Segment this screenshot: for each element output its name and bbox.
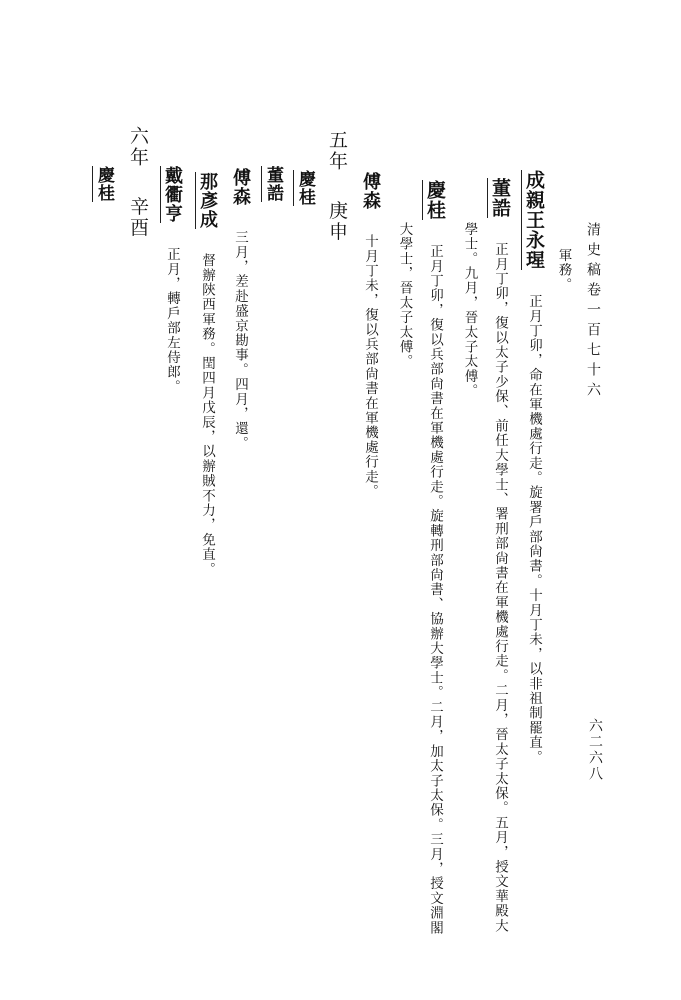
year-heading-5: [327, 130, 346, 242]
entry-text: 正月，轉戶部左侍郎。: [164, 247, 180, 395]
book-title-header: 清史稿卷一百七十六: [585, 222, 601, 402]
entry-text: 正月丁卯，復以太子少保、前任大學士、署刑部尙書在軍機處行走。二月，晉太子太保。五月，授文華殿大: [492, 242, 508, 934]
year-ganzhi: 庚申: [326, 200, 348, 243]
entry-text: 正月丁卯，復以兵部尙書在軍機處行走。旋轉刑部尙書、協辦大學士。二月，加太子太保。三月，授文淵閣: [427, 244, 443, 936]
year5-entry-5: [163, 166, 181, 394]
text-column-4: 學士。九月，晉太子太傅。: [461, 222, 478, 399]
year-ganzhi: 辛酉: [127, 196, 149, 239]
official-name: 那彥成: [197, 172, 218, 229]
official-name: 戴衢亨: [162, 166, 183, 223]
year5-entry-1: [296, 170, 313, 206]
entry-column-7: [361, 172, 379, 499]
page-number: 六二六八: [587, 718, 603, 782]
official-name: 慶桂: [94, 166, 114, 202]
entry-column-2: [524, 170, 543, 765]
entry-text: 督辦陝西軍務。閏四月戊辰，以辦賊不力，免直。: [199, 253, 215, 577]
entry-text: 三月，差赴盛京勘事。四月，還。: [232, 230, 248, 451]
year6-entry-1: [95, 166, 112, 202]
official-name: 慶桂: [424, 180, 446, 220]
year-label: 六年: [127, 126, 149, 168]
official-name: 成親王永瑆: [523, 170, 545, 270]
year5-entry-3: [231, 168, 249, 451]
text-column-6: 大學士，晉太子太傅。: [396, 222, 413, 369]
entry-text: 十月丁未，復以兵部尙書在軍機處行走。: [362, 234, 378, 499]
entry-text: 正月丁卯，命在軍機處行走。旋署戶部尙書。十月丁未，以非祖制罷直。: [526, 294, 542, 765]
year-label: 五年: [326, 130, 348, 172]
text-column-1: 軍務。: [555, 248, 572, 293]
official-name: 傅森: [360, 172, 381, 210]
official-name: 慶桂: [295, 170, 315, 206]
year5-entry-4: [198, 172, 216, 577]
year-heading-6: [128, 126, 147, 238]
official-name: 董誥: [263, 166, 283, 202]
official-name: 董誥: [489, 178, 511, 218]
official-name: 傅森: [230, 168, 251, 206]
entry-column-3: [490, 178, 509, 933]
entry-column-5: [425, 180, 444, 935]
year5-entry-2: [264, 166, 281, 202]
